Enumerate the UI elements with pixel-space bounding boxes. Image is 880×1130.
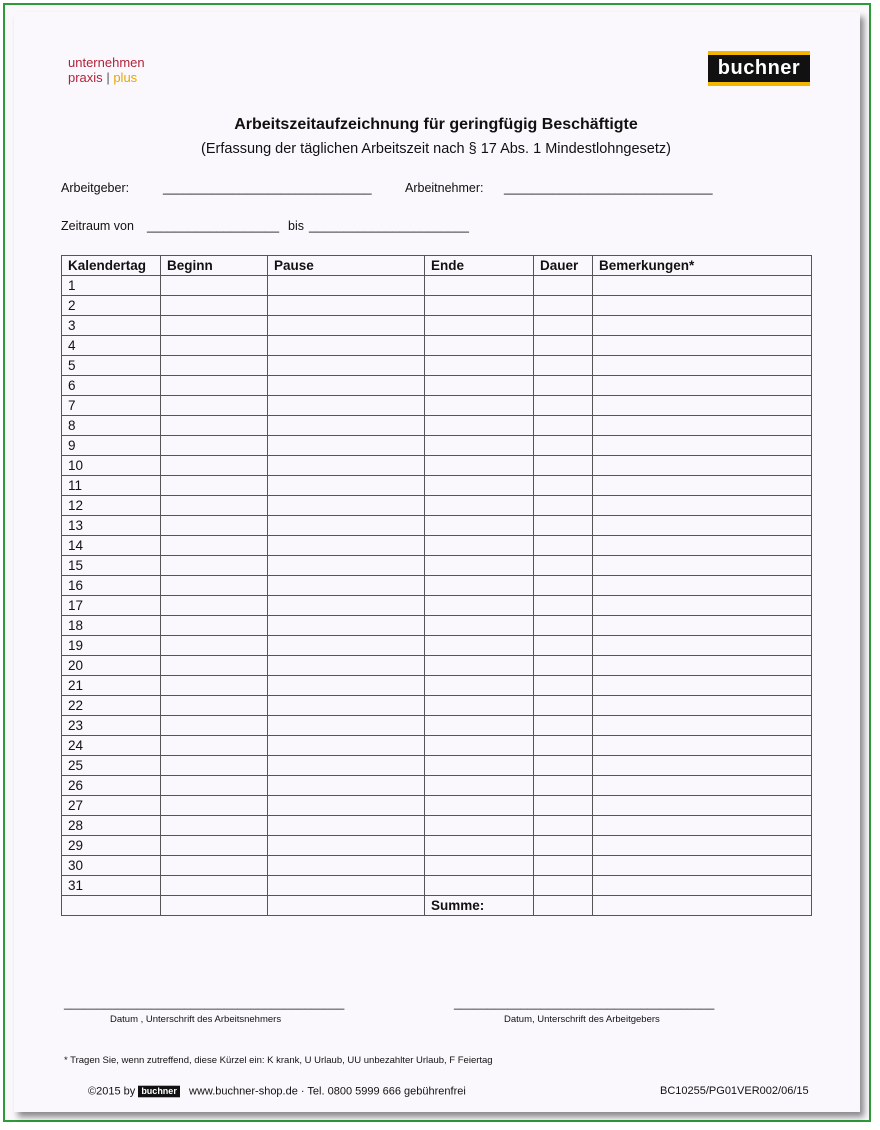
beginn-cell[interactable] bbox=[161, 776, 268, 796]
bemerkungen-cell[interactable] bbox=[593, 576, 812, 596]
beginn-cell[interactable] bbox=[161, 556, 268, 576]
beginn-cell[interactable] bbox=[161, 676, 268, 696]
bemerkungen-cell[interactable] bbox=[593, 776, 812, 796]
table-row bbox=[62, 636, 812, 656]
ende-cell[interactable] bbox=[425, 376, 534, 396]
table-row bbox=[62, 396, 812, 416]
ende-cell[interactable] bbox=[425, 776, 534, 796]
dauer-cell[interactable] bbox=[534, 636, 593, 656]
pause-cell[interactable] bbox=[268, 336, 425, 356]
ende-cell[interactable] bbox=[425, 856, 534, 876]
bemerkungen-cell[interactable] bbox=[593, 596, 812, 616]
table-row bbox=[62, 836, 812, 856]
ende-cell[interactable] bbox=[425, 316, 534, 336]
beginn-cell[interactable] bbox=[161, 376, 268, 396]
ende-cell[interactable] bbox=[425, 476, 534, 496]
table-row bbox=[62, 656, 812, 676]
zeitraum-label: Zeitraum von bbox=[61, 219, 134, 233]
beginn-cell[interactable] bbox=[161, 396, 268, 416]
pause-cell[interactable] bbox=[268, 876, 425, 896]
dauer-cell[interactable] bbox=[534, 736, 593, 756]
sum-label: Summe: bbox=[425, 896, 534, 916]
table-row bbox=[62, 856, 812, 876]
dauer-cell[interactable] bbox=[534, 356, 593, 376]
day-cell: 29 bbox=[62, 836, 161, 856]
day-cell: 22 bbox=[62, 696, 161, 716]
dauer-cell[interactable] bbox=[534, 436, 593, 456]
bemerkungen-cell[interactable] bbox=[593, 756, 812, 776]
pause-cell[interactable] bbox=[268, 416, 425, 436]
zeitraum-von-field[interactable]: ___________________ bbox=[147, 219, 280, 233]
dauer-cell[interactable] bbox=[534, 856, 593, 876]
pause-cell[interactable] bbox=[268, 656, 425, 676]
beginn-cell[interactable] bbox=[161, 596, 268, 616]
table-row bbox=[62, 736, 812, 756]
ende-cell[interactable] bbox=[425, 336, 534, 356]
arbeitnehmer-field[interactable]: ______________________________ bbox=[504, 181, 713, 195]
ende-cell[interactable] bbox=[425, 656, 534, 676]
ende-cell[interactable] bbox=[425, 276, 534, 296]
day-cell: 16 bbox=[62, 576, 161, 596]
table-row bbox=[62, 476, 812, 496]
day-cell: 17 bbox=[62, 596, 161, 616]
dauer-cell[interactable] bbox=[534, 796, 593, 816]
dauer-cell[interactable] bbox=[534, 716, 593, 736]
day-cell: 11 bbox=[62, 476, 161, 496]
table-row bbox=[62, 436, 812, 456]
table-row bbox=[62, 756, 812, 776]
table-header-row bbox=[62, 256, 812, 276]
brand-line2 bbox=[68, 70, 145, 85]
beginn-cell[interactable] bbox=[161, 696, 268, 716]
dauer-cell[interactable] bbox=[534, 836, 593, 856]
table-row bbox=[62, 596, 812, 616]
dauer-cell[interactable] bbox=[534, 656, 593, 676]
pause-cell[interactable] bbox=[268, 736, 425, 756]
day-cell: 14 bbox=[62, 536, 161, 556]
table-row bbox=[62, 376, 812, 396]
bemerkungen-cell[interactable] bbox=[593, 496, 812, 516]
sum-dauer-cell[interactable] bbox=[534, 896, 593, 916]
brand-plus: plus bbox=[113, 70, 138, 85]
bis-label: bis bbox=[288, 219, 304, 233]
bemerkungen-cell[interactable] bbox=[593, 876, 812, 896]
pause-cell[interactable] bbox=[268, 356, 425, 376]
pause-cell[interactable] bbox=[268, 536, 425, 556]
sum-row bbox=[62, 896, 812, 916]
table-row bbox=[62, 556, 812, 576]
day-cell: 21 bbox=[62, 676, 161, 696]
ende-cell[interactable] bbox=[425, 736, 534, 756]
pause-cell[interactable] bbox=[268, 276, 425, 296]
table-row bbox=[62, 876, 812, 896]
beginn-cell[interactable] bbox=[161, 536, 268, 556]
dauer-cell[interactable] bbox=[534, 576, 593, 596]
pause-cell[interactable] bbox=[268, 516, 425, 536]
bemerkungen-cell[interactable] bbox=[593, 556, 812, 576]
brand-line1: unternehmen bbox=[68, 55, 145, 70]
ende-cell[interactable] bbox=[425, 876, 534, 896]
bemerkungen-cell[interactable] bbox=[593, 436, 812, 456]
brand-praxis: praxis bbox=[68, 70, 103, 85]
day-cell: 25 bbox=[62, 756, 161, 776]
employee-signature-line[interactable]: __________________________________________ bbox=[64, 996, 345, 1010]
day-cell: 2 bbox=[62, 296, 161, 316]
brand-wordmark bbox=[68, 55, 145, 85]
dauer-cell[interactable] bbox=[534, 456, 593, 476]
day-cell: 20 bbox=[62, 656, 161, 676]
day-cell: 6 bbox=[62, 376, 161, 396]
dauer-cell[interactable] bbox=[534, 816, 593, 836]
bemerkungen-cell[interactable] bbox=[593, 476, 812, 496]
header-ende: Ende bbox=[425, 256, 534, 276]
ende-cell[interactable] bbox=[425, 356, 534, 376]
day-cell: 24 bbox=[62, 736, 161, 756]
beginn-cell[interactable] bbox=[161, 756, 268, 776]
footnote: * Tragen Sie, wenn zutreffend, diese Kürzel ein: K krank, U Urlaub, UU unbezahlter Urlaub, F Feiertag bbox=[64, 1055, 493, 1066]
table-row bbox=[62, 336, 812, 356]
day-cell: 4 bbox=[62, 336, 161, 356]
ende-cell[interactable] bbox=[425, 596, 534, 616]
day-cell: 30 bbox=[62, 856, 161, 876]
bemerkungen-cell[interactable] bbox=[593, 816, 812, 836]
day-cell: 19 bbox=[62, 636, 161, 656]
time-record-table bbox=[61, 255, 812, 916]
ende-cell[interactable] bbox=[425, 456, 534, 476]
beginn-cell[interactable] bbox=[161, 336, 268, 356]
bemerkungen-cell[interactable] bbox=[593, 316, 812, 336]
pause-cell[interactable] bbox=[268, 576, 425, 596]
bemerkungen-cell[interactable] bbox=[593, 356, 812, 376]
ende-cell[interactable] bbox=[425, 836, 534, 856]
table-row bbox=[62, 276, 812, 296]
beginn-cell[interactable] bbox=[161, 416, 268, 436]
table-row bbox=[62, 456, 812, 476]
day-cell: 10 bbox=[62, 456, 161, 476]
bemerkungen-cell[interactable] bbox=[593, 396, 812, 416]
ende-cell[interactable] bbox=[425, 556, 534, 576]
pause-cell[interactable] bbox=[268, 556, 425, 576]
table-row bbox=[62, 316, 812, 336]
beginn-cell[interactable] bbox=[161, 476, 268, 496]
bemerkungen-cell[interactable] bbox=[593, 696, 812, 716]
day-cell: 18 bbox=[62, 616, 161, 636]
bemerkungen-cell[interactable] bbox=[593, 416, 812, 436]
day-cell: 13 bbox=[62, 516, 161, 536]
table-row bbox=[62, 296, 812, 316]
beginn-cell[interactable] bbox=[161, 576, 268, 596]
pause-cell[interactable] bbox=[268, 636, 425, 656]
day-cell: 5 bbox=[62, 356, 161, 376]
dauer-cell[interactable] bbox=[534, 476, 593, 496]
dauer-cell[interactable] bbox=[534, 676, 593, 696]
page-subtitle: (Erfassung der täglichen Arbeitszeit nach § 17 Abs. 1 Mindestlohngesetz) bbox=[201, 141, 671, 157]
sum-empty-cell bbox=[161, 896, 268, 916]
pause-cell[interactable] bbox=[268, 816, 425, 836]
pause-cell[interactable] bbox=[268, 376, 425, 396]
arbeitgeber-label: Arbeitgeber: bbox=[61, 181, 130, 195]
ende-cell[interactable] bbox=[425, 436, 534, 456]
dauer-cell[interactable] bbox=[534, 276, 593, 296]
dauer-cell[interactable] bbox=[534, 696, 593, 716]
zeitraum-bis-field[interactable]: _______________________ bbox=[309, 219, 469, 233]
ende-cell[interactable] bbox=[425, 576, 534, 596]
ende-cell[interactable] bbox=[425, 716, 534, 736]
bemerkungen-cell[interactable] bbox=[593, 456, 812, 476]
dauer-cell[interactable] bbox=[534, 296, 593, 316]
bemerkungen-cell[interactable] bbox=[593, 616, 812, 636]
header-bemerkungen: Bemerkungen* bbox=[593, 256, 812, 276]
beginn-cell[interactable] bbox=[161, 356, 268, 376]
table-row bbox=[62, 356, 812, 376]
beginn-cell[interactable] bbox=[161, 496, 268, 516]
bemerkungen-cell[interactable] bbox=[593, 336, 812, 356]
ende-cell[interactable] bbox=[425, 536, 534, 556]
brand-separator: | bbox=[106, 70, 110, 85]
bemerkungen-cell[interactable] bbox=[593, 836, 812, 856]
employer-signature-caption: Datum, Unterschrift des Arbeitgebers bbox=[504, 1014, 660, 1025]
beginn-cell[interactable] bbox=[161, 276, 268, 296]
day-cell: 12 bbox=[62, 496, 161, 516]
beginn-cell[interactable] bbox=[161, 316, 268, 336]
table-row bbox=[62, 716, 812, 736]
bemerkungen-cell[interactable] bbox=[593, 636, 812, 656]
buchner-logo: buchner bbox=[708, 51, 810, 86]
bemerkungen-cell[interactable] bbox=[593, 796, 812, 816]
beginn-cell[interactable] bbox=[161, 736, 268, 756]
table-row bbox=[62, 516, 812, 536]
footer-left bbox=[88, 1085, 466, 1098]
ende-cell[interactable] bbox=[425, 296, 534, 316]
ende-cell[interactable] bbox=[425, 516, 534, 536]
bemerkungen-cell[interactable] bbox=[593, 276, 812, 296]
beginn-cell[interactable] bbox=[161, 436, 268, 456]
beginn-cell[interactable] bbox=[161, 816, 268, 836]
header-kalendertag: Kalendertag bbox=[62, 256, 161, 276]
pause-cell[interactable] bbox=[268, 856, 425, 876]
pause-cell[interactable] bbox=[268, 296, 425, 316]
pause-cell[interactable] bbox=[268, 456, 425, 476]
table-row bbox=[62, 776, 812, 796]
beginn-cell[interactable] bbox=[161, 656, 268, 676]
day-cell: 23 bbox=[62, 716, 161, 736]
pause-cell[interactable] bbox=[268, 796, 425, 816]
header-pause: Pause bbox=[268, 256, 425, 276]
dauer-cell[interactable] bbox=[534, 556, 593, 576]
beginn-cell[interactable] bbox=[161, 836, 268, 856]
arbeitgeber-field[interactable]: ______________________________ bbox=[163, 181, 372, 195]
ende-cell[interactable] bbox=[425, 816, 534, 836]
page-title: Arbeitszeitaufzeichnung für geringfügig Beschäftigte bbox=[234, 116, 638, 133]
pause-cell[interactable] bbox=[268, 616, 425, 636]
table-row bbox=[62, 496, 812, 516]
bemerkungen-cell[interactable] bbox=[593, 736, 812, 756]
arbeitnehmer-label: Arbeitnehmer: bbox=[405, 181, 484, 195]
day-cell: 31 bbox=[62, 876, 161, 896]
dauer-cell[interactable] bbox=[534, 336, 593, 356]
dauer-cell[interactable] bbox=[534, 756, 593, 776]
beginn-cell[interactable] bbox=[161, 716, 268, 736]
pause-cell[interactable] bbox=[268, 696, 425, 716]
dauer-cell[interactable] bbox=[534, 416, 593, 436]
day-cell: 7 bbox=[62, 396, 161, 416]
ende-cell[interactable] bbox=[425, 496, 534, 516]
dauer-cell[interactable] bbox=[534, 496, 593, 516]
pause-cell[interactable] bbox=[268, 596, 425, 616]
dauer-cell[interactable] bbox=[534, 596, 593, 616]
pause-cell[interactable] bbox=[268, 776, 425, 796]
pause-cell[interactable] bbox=[268, 396, 425, 416]
pause-cell[interactable] bbox=[268, 476, 425, 496]
employer-signature-line[interactable]: _______________________________________ bbox=[454, 996, 715, 1010]
day-cell: 15 bbox=[62, 556, 161, 576]
sum-empty-cell bbox=[593, 896, 812, 916]
pause-cell[interactable] bbox=[268, 316, 425, 336]
sum-empty-cell bbox=[268, 896, 425, 916]
pause-cell[interactable] bbox=[268, 496, 425, 516]
bemerkungen-cell[interactable] bbox=[593, 716, 812, 736]
dauer-cell[interactable] bbox=[534, 316, 593, 336]
day-cell: 3 bbox=[62, 316, 161, 336]
footer-contact: www.buchner-shop.de · Tel. 0800 5999 666 gebührenfrei bbox=[189, 1085, 466, 1098]
employee-signature-caption: Datum , Unterschrift des Arbeitsnehmers bbox=[110, 1014, 282, 1025]
beginn-cell[interactable] bbox=[161, 856, 268, 876]
bemerkungen-cell[interactable] bbox=[593, 516, 812, 536]
pause-cell[interactable] bbox=[268, 436, 425, 456]
table-row bbox=[62, 576, 812, 596]
table-row bbox=[62, 616, 812, 636]
table-row bbox=[62, 676, 812, 696]
day-cell: 9 bbox=[62, 436, 161, 456]
sum-empty-cell bbox=[62, 896, 161, 916]
pause-cell[interactable] bbox=[268, 756, 425, 776]
day-cell: 28 bbox=[62, 816, 161, 836]
ende-cell[interactable] bbox=[425, 416, 534, 436]
ende-cell[interactable] bbox=[425, 796, 534, 816]
ende-cell[interactable] bbox=[425, 636, 534, 656]
dauer-cell[interactable] bbox=[534, 376, 593, 396]
day-cell: 8 bbox=[62, 416, 161, 436]
beginn-cell[interactable] bbox=[161, 636, 268, 656]
table-row bbox=[62, 816, 812, 836]
ende-cell[interactable] bbox=[425, 396, 534, 416]
beginn-cell[interactable] bbox=[161, 296, 268, 316]
dauer-cell[interactable] bbox=[534, 776, 593, 796]
table-row bbox=[62, 416, 812, 436]
dauer-cell[interactable] bbox=[534, 536, 593, 556]
footer-copyright: ©2015 by bbox=[88, 1085, 136, 1098]
day-cell: 27 bbox=[62, 796, 161, 816]
bemerkungen-cell[interactable] bbox=[593, 376, 812, 396]
pause-cell[interactable] bbox=[268, 676, 425, 696]
dauer-cell[interactable] bbox=[534, 876, 593, 896]
dauer-cell[interactable] bbox=[534, 516, 593, 536]
beginn-cell[interactable] bbox=[161, 796, 268, 816]
table-row bbox=[62, 696, 812, 716]
footer-code: BC10255/PG01VER002/06/15 bbox=[660, 1085, 809, 1097]
pause-cell[interactable] bbox=[268, 836, 425, 856]
beginn-cell[interactable] bbox=[161, 516, 268, 536]
beginn-cell[interactable] bbox=[161, 876, 268, 896]
bemerkungen-cell[interactable] bbox=[593, 536, 812, 556]
ende-cell[interactable] bbox=[425, 616, 534, 636]
pause-cell[interactable] bbox=[268, 716, 425, 736]
footer-buchner-logo: buchner bbox=[138, 1085, 180, 1098]
bemerkungen-cell[interactable] bbox=[593, 676, 812, 696]
ende-cell[interactable] bbox=[425, 696, 534, 716]
dauer-cell[interactable] bbox=[534, 396, 593, 416]
beginn-cell[interactable] bbox=[161, 616, 268, 636]
day-cell: 1 bbox=[62, 276, 161, 296]
bemerkungen-cell[interactable] bbox=[593, 856, 812, 876]
ende-cell[interactable] bbox=[425, 756, 534, 776]
beginn-cell[interactable] bbox=[161, 456, 268, 476]
bemerkungen-cell[interactable] bbox=[593, 656, 812, 676]
ende-cell[interactable] bbox=[425, 676, 534, 696]
bemerkungen-cell[interactable] bbox=[593, 296, 812, 316]
dauer-cell[interactable] bbox=[534, 616, 593, 636]
day-cell: 26 bbox=[62, 776, 161, 796]
header-dauer: Dauer bbox=[534, 256, 593, 276]
table-row bbox=[62, 536, 812, 556]
table-row bbox=[62, 796, 812, 816]
header-beginn: Beginn bbox=[161, 256, 268, 276]
